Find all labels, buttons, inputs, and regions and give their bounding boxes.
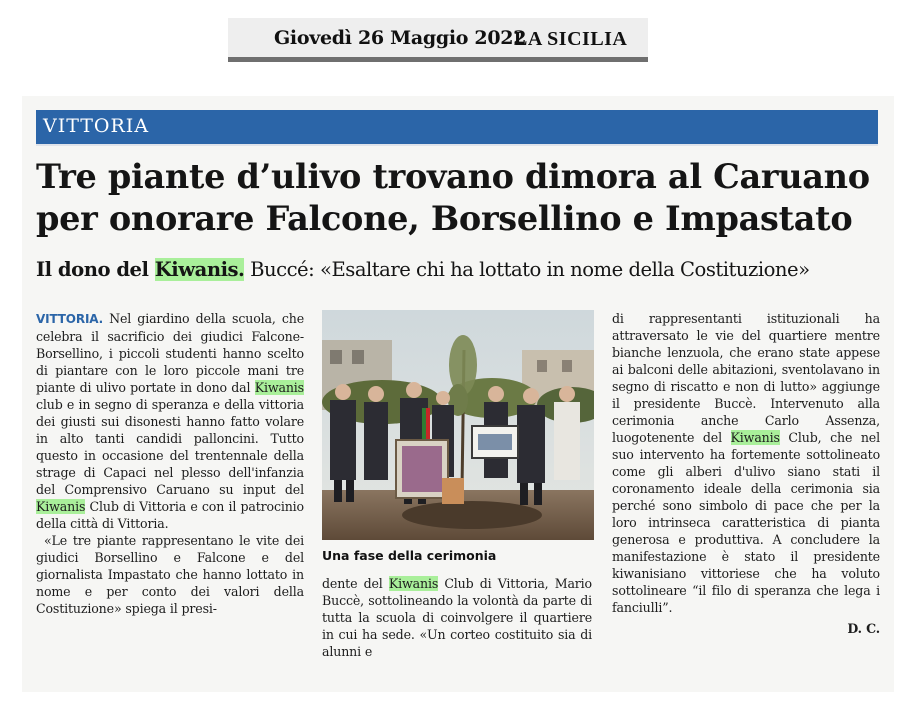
article-column-1 <box>36 310 304 617</box>
newspaper-name: LA SICILIA <box>514 28 628 50</box>
kiwanis-highlight: Kiwanis <box>36 499 86 514</box>
issue-date: Giovedì 26 Maggio 2022 <box>274 27 527 49</box>
subhead-quote: Buccé: «Esaltare chi ha lottato in nome della Costituzione» <box>244 258 810 281</box>
paragraph: «Le tre piante rappresentano le vite dei giudici Borsellino e Falcone e del giornalista Impastato che hanno lottato in nome e per conto dei valori della Costituzione» spiega il presi- <box>36 533 304 616</box>
kiwanis-highlight: Kiwanis. <box>154 258 245 281</box>
headline <box>36 156 886 240</box>
text-run: di rappresentanti istituzionali ha attraversato le vie del quartiere mentre bianche lenzuola, che erano state appese ai balconi delle abitazioni, sventolavano in segno di riscatto e non di lutto» aggiunge il presidente Buccè. Intervenuto alla cerimonia anche Carlo Assenza, luogotenente del <box>612 311 880 445</box>
kiwanis-highlight: Kiwanis <box>730 430 780 445</box>
text-run: Club, che nel suo intervento ha fortemente sottolineato come gli alberi d'ulivo siano stati il coronamento ideale della cerimonia sia perché sono simbolo di pace che per la loro intrinseca caratteristica di pianta generosa e produttiva. A concludere la manifestazione è stato il presidente kiwanisiano vittoriese che ha voluto sottolineare “il filo di speranza che lega i fanciulli”. <box>612 430 880 615</box>
masthead-rule <box>228 57 648 62</box>
newspaper-masthead <box>228 18 648 62</box>
text-run: dente del <box>322 576 389 591</box>
headline-line-1: Tre piante d’ulivo trovano dimora al Caruano <box>36 157 870 196</box>
author-signature: D. C. <box>847 621 880 636</box>
text-run: club e in segno di speranza e della vittoria dei giusti sui disonesti hanno fatto volare in alto tanti candidi palloncini. Tutto questo in occasione del trentennale della strage di Capaci nel plesso dell'infanzia del Comprensivo Caruano su input del <box>36 397 304 497</box>
section-label: VITTORIA <box>43 115 150 137</box>
photo-caption: Una fase della cerimonia <box>322 548 497 563</box>
text-run: Club di Vittoria, Mario Buccè, sottolineando la volontà da parte di tutta la scuola di coinvolgere il quartiere in cui ha sede. «Un corteo costituito sia di alunni e <box>322 576 592 659</box>
article-clipping <box>22 96 894 692</box>
text-run: Nel giardino della scuola, che celebra il sacrificio dei giudici Falcone-Borsellino, i piccoli studenti hanno scelto di piantare con le loro piccole mani tre piante di ulivo portate in dono dal <box>36 311 304 395</box>
kiwanis-highlight: Kiwanis <box>388 576 439 591</box>
paragraph <box>612 310 880 616</box>
paragraph <box>36 310 304 532</box>
article-column-2 <box>322 575 592 660</box>
text-run: Club di Vittoria e con il patrocinio della città di Vittoria. <box>36 499 304 531</box>
dateline: VITTORIA. <box>36 312 104 326</box>
ceremony-photo <box>322 310 594 540</box>
subheadline <box>36 257 886 283</box>
article-column-3 <box>612 310 880 637</box>
subhead-lead: Il dono del <box>36 258 155 281</box>
paragraph <box>322 575 592 660</box>
section-bar <box>36 110 878 146</box>
kiwanis-highlight: Kiwanis <box>254 380 304 395</box>
headline-line-2: per onorare Falcone, Borsellino e Impastato <box>36 199 853 238</box>
